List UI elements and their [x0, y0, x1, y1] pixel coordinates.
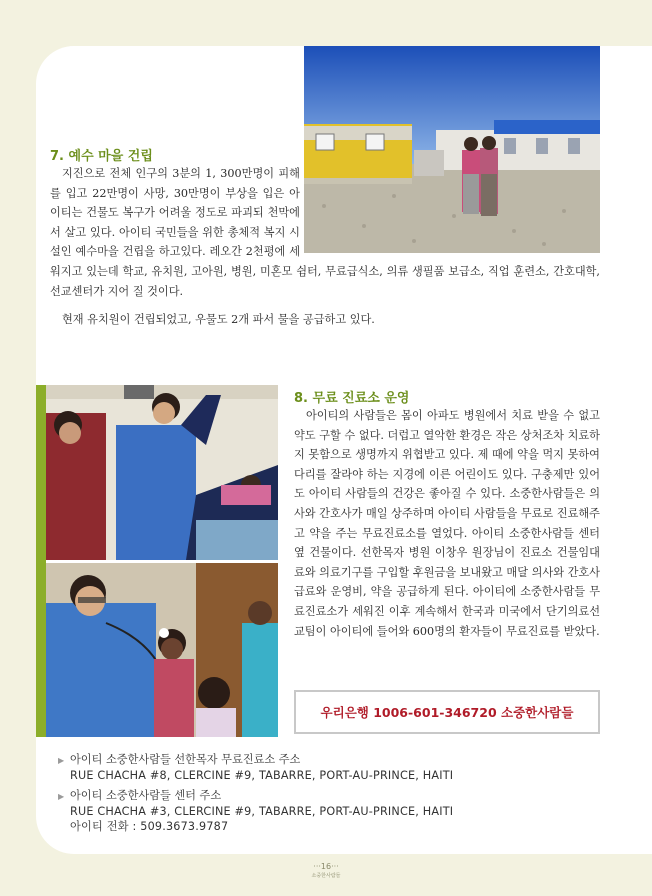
address-label: 아이티 소중한사람들 센터 주소 [70, 789, 222, 802]
clinic-photo-2 [46, 563, 278, 737]
clinic-photo-1 [46, 385, 278, 560]
section7-body-cont [50, 310, 600, 330]
accent-bar [36, 385, 46, 737]
section8-body [294, 406, 600, 641]
page-number: ···16··· [313, 862, 339, 871]
address-block-2 [58, 788, 453, 834]
address-label: 아이티 소중한사람들 선한목자 무료진료소 주소 [70, 753, 301, 766]
section7-title: 7. 예수 마을 건립 [50, 149, 153, 164]
footer-org-name: 소중한사람들 [311, 873, 341, 879]
triangle-bullet-icon: ▶ [58, 756, 65, 765]
section7-paragraph-1: 지진으로 전체 인구의 3분의 1, 300만명이 피해를 입고 22만명이 사망, 30만명이 부상을 입은 아이티는 건물도 복구가 어려울 정도로 파괴되 천막에서 살고 있다. 아이티 국민들을 위한 총체적 복지 시설인 예수마을 건립을 하고있다. 레오간 2천평에 세워지고 있는데 학교, 유치원, 고아원, 병원, 미혼모 쉼터, 무료급식소, 의류 생필품 보급소, 직업 훈련소, 간호대학, 선교센터가 지어 질 것이다. [50, 167, 600, 298]
phone-number: 아이티 전화 : 509.3673.9787 [70, 820, 229, 833]
photo-float-spacer [300, 164, 600, 260]
page-footer [0, 862, 652, 879]
triangle-bullet-icon: ▶ [58, 792, 65, 801]
address-value: RUE CHACHA #8, CLERCINE #9, TABARRE, PORT-AU-PRINCE, HAITI [70, 769, 454, 782]
address-block-1 [58, 752, 453, 783]
address-value: RUE CHACHA #3, CLERCINE #9, TABARRE, PORT-AU-PRINCE, HAITI [70, 805, 454, 818]
section8-paragraph-1: 아이티의 사람들은 몸이 아파도 병원에서 치료 받을 수 없고 약도 구할 수 없다. 더럽고 열악한 환경은 작은 상처조차 치료하지 못함으로 생명까지 위협받고 있다. 제 때에 약을 먹지 못하여 다리를 잘라야 하는 지경에 이른 어린이도 있다. 구충제만 있어도 아이티 사람들의 건강은 좋아질 수 있다. 소중한사람들은 의사와 간호사가 매일 상주하며 아이티 사람들을 무료로 진료해주고 약을 주는 무료진료소를 열었다. 아이티 소중한사람들 센터 옆 건물이다. 선한목자 병원 이창우 원장님이 진료소 건물임대료와 의료기구를 구입할 후원금을 보내왔고 매달 의사와 간호사 급료와 운영비, 약을 공급하게 된다. 아이티에 소중한사람들 무료진료소가 세워진 이후 계속해서 한국과 미국에서 단기의료선교팀이 아이티에 들어와 600명의 환자들이 무료진료를 받았다. [294, 409, 600, 638]
section7-body [50, 164, 600, 301]
section8-title: 8. 무료 진료소 운영 [294, 391, 410, 406]
bank-account-box: 우리은행 1006-601-346720 소중한사람들 [294, 690, 600, 734]
section7-paragraph-2: 현재 유치원이 건립되었고, 우물도 2개 파서 물을 공급하고 있다. [62, 313, 375, 326]
